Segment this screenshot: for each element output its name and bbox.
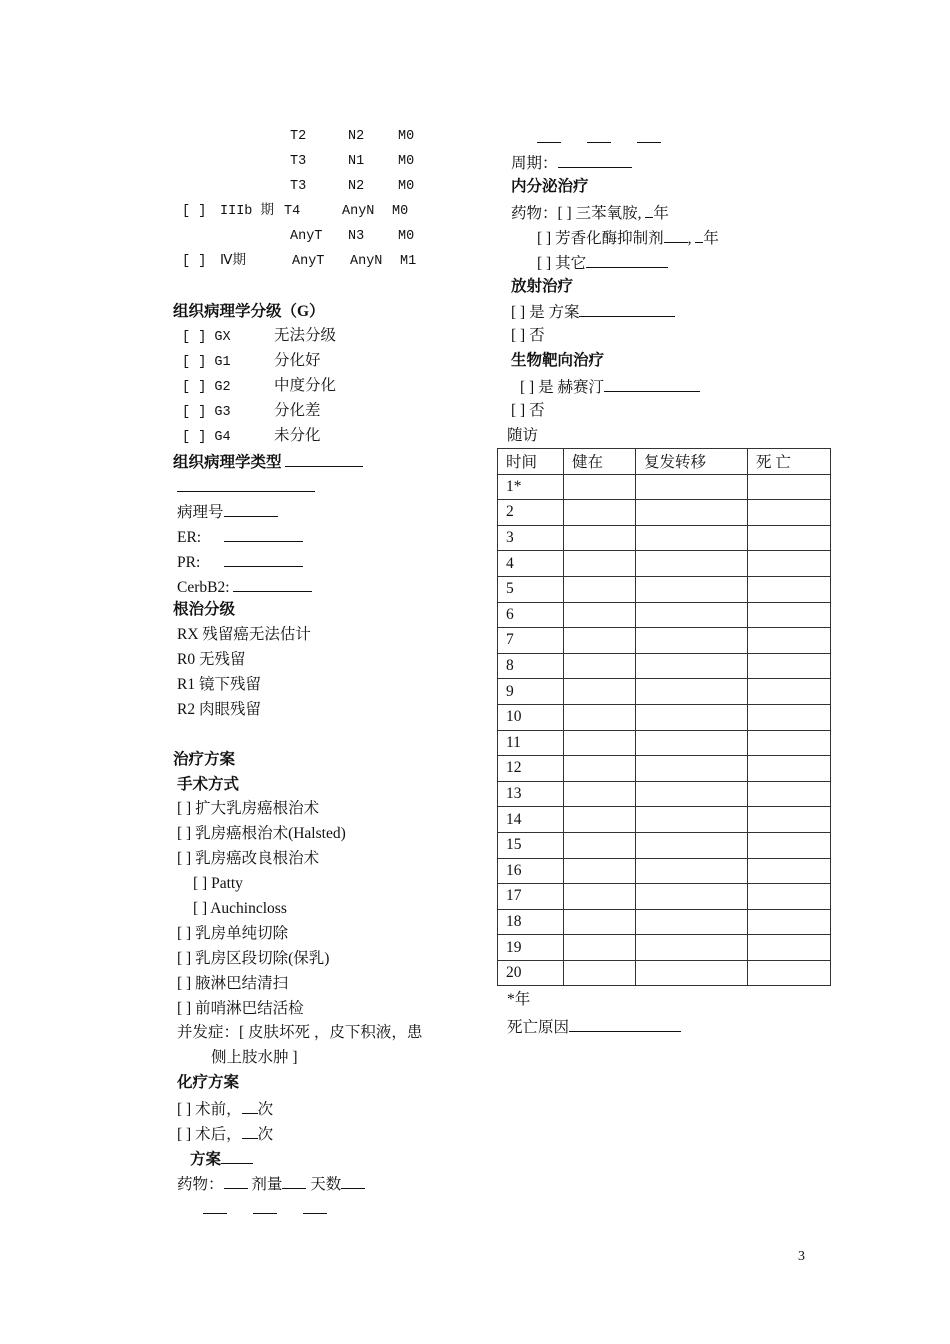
table-cell[interactable]	[564, 960, 636, 986]
table-cell[interactable]	[748, 474, 831, 500]
followup-heading: 随访	[507, 427, 539, 444]
table-cell[interactable]	[564, 679, 636, 705]
grade-item: [ ] G3 分化差	[182, 402, 321, 420]
table-header-row	[498, 449, 831, 475]
targeted-yes-option[interactable]: [ ] 是 赫赛汀	[520, 376, 700, 396]
column-header: 时间	[498, 449, 564, 475]
pathology-number-field[interactable]: 病理号	[177, 501, 278, 521]
aromatase-option[interactable]: [ ] 芳香化酶抑制剂 , 年	[537, 227, 719, 247]
tamoxifen-option[interactable]: 药物：[ ] 三苯氧胺, 年	[511, 202, 669, 222]
table-cell[interactable]	[636, 935, 748, 961]
table-cell[interactable]	[636, 500, 748, 526]
staging-row: AnyT N3 M0	[290, 229, 415, 244]
row-label: 19	[498, 935, 564, 961]
table-cell[interactable]	[748, 500, 831, 526]
table-cell[interactable]	[564, 602, 636, 628]
table-row	[498, 628, 831, 654]
surgery-suboption[interactable]: [ ] Auchincloss	[193, 900, 287, 917]
surgery-suboption[interactable]: [ ] Patty	[193, 875, 243, 892]
table-row	[498, 679, 831, 705]
staging-row: T3 N2 M0	[290, 179, 415, 194]
table-cell[interactable]	[748, 576, 831, 602]
row-label: 8	[498, 653, 564, 679]
table-cell[interactable]	[564, 704, 636, 730]
grade-heading: 组织病理学分级（G）	[173, 303, 325, 320]
surgery-option[interactable]: [ ] 乳房区段切除(保乳)	[177, 950, 330, 967]
cycle-field[interactable]: 周期：	[511, 152, 632, 172]
page-number: 3	[798, 1249, 805, 1264]
chemo-heading: 化疗方案	[177, 1074, 240, 1091]
row-label: 20	[498, 960, 564, 986]
row-label: 1*	[498, 474, 564, 500]
table-cell[interactable]	[636, 525, 748, 551]
table-cell[interactable]	[748, 704, 831, 730]
table-row	[498, 576, 831, 602]
radical-item: RX 残留癌无法估计	[177, 626, 311, 643]
table-row	[498, 781, 831, 807]
table-cell[interactable]	[636, 858, 748, 884]
table-cell[interactable]	[636, 679, 748, 705]
radical-item: R2 肉眼残留	[177, 701, 261, 718]
table-cell[interactable]	[636, 909, 748, 935]
table-cell[interactable]	[636, 756, 748, 782]
table-cell[interactable]	[748, 781, 831, 807]
staging-row: T2 N2 M0	[290, 129, 415, 144]
surgery-option[interactable]: [ ] 乳房癌改良根治术	[177, 850, 320, 867]
table-cell[interactable]	[636, 602, 748, 628]
row-label: 6	[498, 602, 564, 628]
endocrine-heading: 内分泌治疗	[511, 178, 589, 195]
surgery-option[interactable]: [ ] 乳房单纯切除	[177, 925, 289, 942]
table-row	[498, 858, 831, 884]
staging-row: [ ] Ⅳ期 AnyT AnyN M1	[182, 254, 417, 269]
targeted-heading: 生物靶向治疗	[511, 352, 605, 369]
pr-field[interactable]: PR:	[177, 551, 303, 571]
column-header: 复发转移	[636, 449, 748, 475]
staging-row: T3 N1 M0	[290, 154, 415, 169]
row-label: 5	[498, 576, 564, 602]
table-cell[interactable]	[748, 935, 831, 961]
table-row	[498, 500, 831, 526]
table-cell[interactable]	[748, 756, 831, 782]
table-cell[interactable]	[564, 832, 636, 858]
radiation-no-option[interactable]: [ ] 否	[511, 327, 545, 344]
column-header: 健在	[564, 449, 636, 475]
table-row	[498, 909, 831, 935]
table-row	[498, 935, 831, 961]
table-cell[interactable]	[564, 935, 636, 961]
endocrine-other-option[interactable]: [ ] 其它	[537, 252, 668, 272]
chemo-pre-field[interactable]: [ ] 术前， 次	[177, 1098, 273, 1118]
row-label: 7	[498, 628, 564, 654]
table-cell[interactable]	[564, 525, 636, 551]
table-cell[interactable]	[564, 756, 636, 782]
table-row	[498, 551, 831, 577]
table-row	[498, 832, 831, 858]
radical-item: R0 无残留	[177, 651, 246, 668]
table-cell[interactable]	[636, 576, 748, 602]
surgery-option[interactable]: [ ] 扩大乳房癌根治术	[177, 800, 320, 817]
table-cell[interactable]	[636, 832, 748, 858]
table-cell[interactable]	[564, 653, 636, 679]
row-label: 18	[498, 909, 564, 935]
table-cell[interactable]	[564, 909, 636, 935]
row-label: 9	[498, 679, 564, 705]
row-label: 3	[498, 525, 564, 551]
table-cell[interactable]	[636, 781, 748, 807]
table-cell[interactable]	[564, 884, 636, 910]
row-label: 14	[498, 807, 564, 833]
surgery-option[interactable]: [ ] 乳房癌根治术(Halsted)	[177, 825, 346, 842]
treatment-heading: 治疗方案	[173, 751, 236, 768]
chemo-post-field[interactable]: [ ] 术后， 次	[177, 1123, 273, 1143]
surgery-option[interactable]: [ ] 腋淋巴结清扫	[177, 975, 289, 992]
table-cell[interactable]	[564, 858, 636, 884]
table-cell[interactable]	[748, 832, 831, 858]
table-row	[498, 807, 831, 833]
row-label: 11	[498, 730, 564, 756]
drug-dose-days-field[interactable]: 药物： 剂量 天数	[177, 1173, 365, 1193]
table-cell[interactable]	[748, 628, 831, 654]
table-cell[interactable]	[636, 807, 748, 833]
row-label: 4	[498, 551, 564, 577]
table-cell[interactable]	[564, 576, 636, 602]
table-cell[interactable]	[748, 807, 831, 833]
surgery-heading: 手术方式	[177, 776, 240, 793]
regimen-field[interactable]: 方案	[190, 1148, 253, 1168]
column-header: 死 亡	[748, 449, 831, 475]
row-label: 13	[498, 781, 564, 807]
table-cell[interactable]	[636, 628, 748, 654]
table-cell[interactable]	[748, 653, 831, 679]
drug-blank-row-2[interactable]	[537, 127, 661, 147]
pathology-type-field[interactable]: 组织病理学类型	[173, 451, 363, 471]
table-cell[interactable]	[564, 474, 636, 500]
table-cell[interactable]	[748, 679, 831, 705]
surgery-option[interactable]: [ ] 前哨淋巴结活检	[177, 1000, 304, 1017]
table-cell[interactable]	[636, 551, 748, 577]
death-cause-field[interactable]: 死亡原因	[507, 1016, 681, 1036]
grade-item: [ ] G2 中度分化	[182, 377, 337, 395]
table-cell[interactable]	[748, 525, 831, 551]
complication-line: 并发症：[ 皮肤坏死 ，皮下积液，患	[177, 1024, 423, 1041]
radiation-yes-option[interactable]: [ ] 是 方案	[511, 301, 675, 321]
table-cell[interactable]	[636, 730, 748, 756]
table-row	[498, 525, 831, 551]
radical-heading: 根治分级	[173, 601, 236, 618]
row-label: 17	[498, 884, 564, 910]
pathology-type-blank-2[interactable]	[177, 476, 315, 496]
table-cell[interactable]	[564, 807, 636, 833]
pathology-type-blank[interactable]	[285, 451, 363, 467]
complication-line: 侧上肢水肿 ]	[211, 1049, 298, 1066]
table-cell[interactable]	[564, 500, 636, 526]
table-cell[interactable]	[564, 628, 636, 654]
row-label: 2	[498, 500, 564, 526]
table-cell[interactable]	[636, 960, 748, 986]
table-cell[interactable]	[748, 858, 831, 884]
table-row	[498, 704, 831, 730]
table-row	[498, 602, 831, 628]
table-cell[interactable]	[636, 704, 748, 730]
table-cell[interactable]	[564, 781, 636, 807]
table-row	[498, 730, 831, 756]
table-row	[498, 884, 831, 910]
grade-item: [ ] G4 未分化	[182, 427, 321, 445]
row-label: 10	[498, 704, 564, 730]
table-cell[interactable]	[564, 551, 636, 577]
cerbb2-field[interactable]: CerbB2:	[177, 576, 312, 596]
table-row	[498, 653, 831, 679]
table-row	[498, 960, 831, 986]
table-cell[interactable]	[748, 960, 831, 986]
table-cell[interactable]	[748, 909, 831, 935]
targeted-no-option[interactable]: [ ] 否	[511, 402, 545, 419]
table-cell[interactable]	[748, 884, 831, 910]
table-cell[interactable]	[748, 551, 831, 577]
grade-item: [ ] G1 分化好	[182, 352, 321, 370]
table-row	[498, 474, 831, 500]
table-cell[interactable]	[636, 884, 748, 910]
table-row	[498, 756, 831, 782]
drug-blank-row[interactable]	[203, 1198, 327, 1218]
radiation-heading: 放射治疗	[511, 278, 574, 295]
er-field[interactable]: ER:	[177, 526, 303, 546]
row-label: 15	[498, 832, 564, 858]
row-label: 12	[498, 756, 564, 782]
table-cell[interactable]	[748, 730, 831, 756]
grade-item: [ ] GX 无法分级	[182, 327, 337, 345]
table-cell[interactable]	[564, 730, 636, 756]
staging-row: [ ] IIIb 期 T4 AnyN M0	[182, 204, 409, 219]
radical-item: R1 镜下残留	[177, 676, 261, 693]
row-label: 16	[498, 858, 564, 884]
table-cell[interactable]	[636, 474, 748, 500]
table-cell[interactable]	[636, 653, 748, 679]
followup-footnote: *年	[507, 991, 531, 1008]
followup-table	[497, 448, 831, 986]
table-cell[interactable]	[748, 602, 831, 628]
